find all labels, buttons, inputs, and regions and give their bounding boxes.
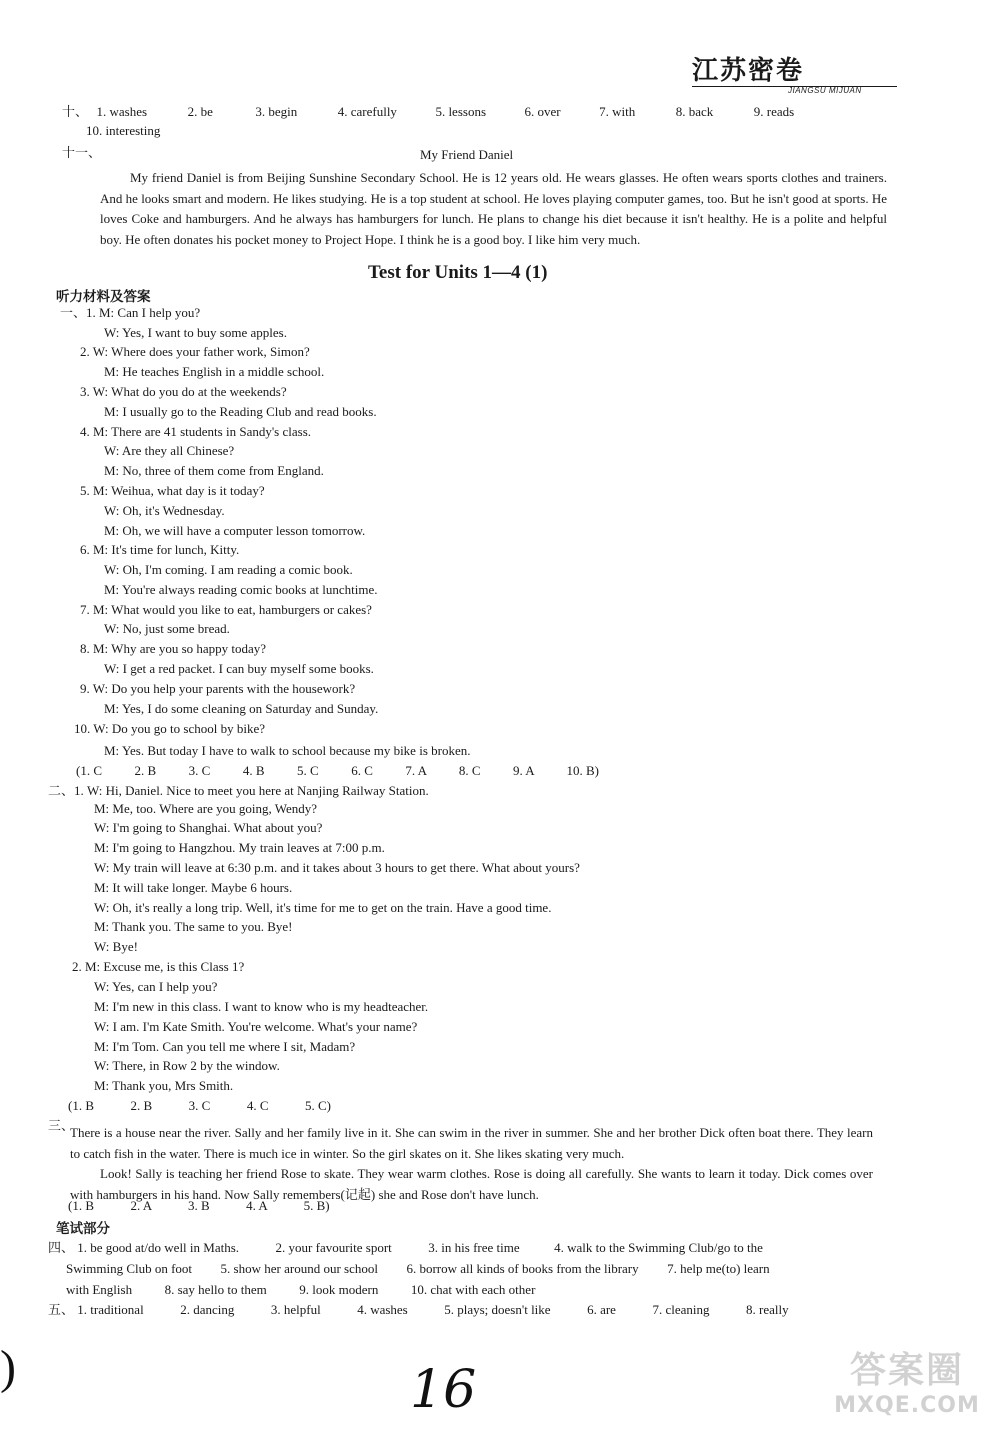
- dialogue-line: 6. M: It's time for lunch, Kitty.: [80, 542, 240, 557]
- dialogue-line: 5. M: Weihua, what day is it today?: [80, 483, 265, 498]
- dialogue-line: W: Oh, it's Wednesday.: [104, 503, 225, 518]
- sec10-item: 6. over: [524, 104, 561, 119]
- essay-text: My friend Daniel is from Beijing Sunshine Secondary School. He is 12 years old. He wears glasses. He often wears sports clothes and trainers. And he looks smart and modern. He likes studying. He is a top student at school. He loves playing computer games, too. But he isn't good at sports. He loves Coke and hamburgers. And he always has hamburgers for lunch. He plans to change his diet because it isn't healthy. He is a polite and helpful boy. He often donates his pocket money to Project Hope. I think he is a good boy. I like him very much.: [100, 170, 887, 247]
- part4-item: 8. say hello to them: [164, 1282, 267, 1297]
- dialogue-line: W: Yes, I want to buy some apples.: [104, 325, 287, 340]
- dialogue-line: 10. W: Do you go to school by bike?: [74, 721, 266, 736]
- sec10-label: 十、: [62, 104, 89, 119]
- answer-item: 8. C: [458, 763, 481, 778]
- answer-item: 7. A: [405, 763, 427, 778]
- answer-row: [68, 1198, 330, 1214]
- part4-item: 3. in his free time: [428, 1240, 520, 1255]
- dialogue-line: M: It will take longer. Maybe 6 hours.: [94, 880, 293, 895]
- answer-item: 2. A: [130, 1198, 152, 1213]
- sec10-item: 2. be: [187, 104, 213, 119]
- test-title: Test for Units 1—4 (1): [368, 262, 548, 283]
- written-heading: 笔试部分: [56, 1221, 110, 1237]
- dialogue-line: W: I am. I'm Kate Smith. You're welcome. What's your name?: [94, 1019, 418, 1034]
- dialogue-line: 2. W: Where does your father work, Simon?: [80, 344, 310, 359]
- brand-logo: [692, 50, 897, 100]
- answer-item: 4. A: [246, 1198, 268, 1213]
- logo-subtitle: JIANGSU MIJUAN: [788, 86, 862, 95]
- answer-item: (1. C: [76, 763, 102, 778]
- part5-row: [48, 1302, 789, 1318]
- passage-text: [70, 1123, 873, 1205]
- dialogue-line: W: No, just some bread.: [104, 621, 230, 636]
- watermark-bottom: MXQE.COM: [834, 1393, 980, 1418]
- part5-item: 2. dancing: [180, 1302, 235, 1317]
- essay-title: My Friend Daniel: [420, 147, 514, 162]
- dialogue-line: W: I'm going to Shanghai. What about you?: [94, 820, 323, 835]
- sec10-item: 4. carefully: [337, 104, 397, 119]
- answer-item: 9. A: [513, 763, 534, 778]
- sec10-item: 7. with: [599, 104, 636, 119]
- passage-paragraph: Look! Sally is teaching her friend Rose to skate. They wear warm clothes. Rose is doing all carefully. She wants to learn it today. Dick comes over with hamburgers in his hand. Now Sally remembers(记起) she and Rose don't have lunch.: [70, 1166, 873, 1202]
- part5-label: 五、: [48, 1302, 75, 1317]
- answer-item: 10. B): [566, 763, 599, 778]
- part4-item: 7. help me(to) learn: [667, 1261, 770, 1276]
- part4-item: 10. chat with each other: [410, 1282, 536, 1297]
- sec10-item: 1. washes: [96, 104, 148, 119]
- part5-item: 8. really: [746, 1302, 789, 1317]
- dialogue-line: M: Thank you, Mrs Smith.: [94, 1078, 234, 1093]
- sec10-item: 9. reads: [753, 104, 795, 119]
- part4-item: 4. walk to the Swimming Club/go to the: [554, 1240, 763, 1255]
- dialogue-line: W: Are they all Chinese?: [104, 443, 235, 458]
- sec10-item: 8. back: [675, 104, 714, 119]
- answer-item: 3. C: [188, 1098, 211, 1113]
- watermark-logo: [822, 1342, 992, 1426]
- answer-item: 4. C: [246, 1098, 269, 1113]
- dialogue-line: 9. W: Do you help your parents with the housework?: [80, 681, 356, 696]
- dialogue-line: 3. W: What do you do at the weekends?: [80, 384, 287, 399]
- part4-row: [66, 1282, 535, 1298]
- dialogue-line: 2. M: Excuse me, is this Class 1?: [72, 959, 245, 974]
- part4-item: 2. your favourite sport: [275, 1240, 392, 1255]
- dialogue-line: M: I'm new in this class. I want to know who is my headteacher.: [94, 999, 429, 1014]
- dialogue-line: M: I'm going to Hangzhou. My train leaves at 7:00 p.m.: [94, 840, 385, 855]
- answer-item: 2. B: [130, 1098, 153, 1113]
- dialogue-line: 8. M: Why are you so happy today?: [80, 641, 267, 656]
- dialogue-line: M: I'm Tom. Can you tell me where I sit, Madam?: [94, 1039, 356, 1054]
- passage-paragraph: There is a house near the river. Sally and her family live in it. She can swim in the river in summer. She and her brother Dick often boat there. They learn to catch fish in the water. There is much ice in winter. So the girl skates on it. She likes skating very much.: [70, 1125, 873, 1161]
- dialogue-line: M: Me, too. Where are you going, Wendy?: [94, 801, 318, 816]
- dialogue-line: M: He teaches English in a middle school.: [104, 364, 325, 379]
- dialogue-line: M: You're always reading comic books at lunchtime.: [104, 582, 378, 597]
- dialogue-line: W: I get a red packet. I can buy myself some books.: [104, 661, 374, 676]
- part4-row: [66, 1261, 770, 1277]
- part4-row: [48, 1240, 763, 1256]
- watermark-top: 答案圈: [849, 1350, 964, 1391]
- sec10-item: 10. interesting: [86, 123, 161, 138]
- sec10-row: [62, 104, 794, 120]
- dialogue-line: M: Oh, we will have a computer lesson tomorrow.: [104, 523, 366, 538]
- answer-item: 6. C: [351, 763, 373, 778]
- answer-item: 4. B: [242, 763, 265, 778]
- dialogue-line: W: Oh, I'm coming. I am reading a comic book.: [104, 562, 353, 577]
- answer-item: (1. B: [68, 1198, 94, 1213]
- part5-item: 5. plays; doesn't like: [444, 1302, 551, 1317]
- dialogue-line: M: Yes, I do some cleaning on Saturday and Sunday.: [104, 701, 379, 716]
- answer-row: [76, 763, 599, 779]
- answer-item: 5. C): [305, 1098, 332, 1113]
- page-number: 16: [410, 1360, 477, 1420]
- sec10-item: 5. lessons: [435, 104, 486, 119]
- part5-item: 6. are: [587, 1302, 616, 1317]
- part5-item: 7. cleaning: [652, 1302, 710, 1317]
- answer-row: [68, 1098, 331, 1114]
- part5-item: 3. helpful: [270, 1302, 321, 1317]
- dialogue-line: M: No, three of them come from England.: [104, 463, 324, 478]
- part4-item: 5. show her around our school: [220, 1261, 378, 1276]
- dialogue-line: 4. M: There are 41 students in Sandy's class.: [80, 424, 312, 439]
- answer-item: 3. C: [188, 763, 211, 778]
- answer-item: 5. C: [297, 763, 319, 778]
- logo-text: 江苏密卷: [692, 56, 805, 86]
- sec11-label: 十一、: [62, 145, 102, 160]
- answer-item: 2. B: [134, 763, 157, 778]
- part4-item: 1. be good at/do well in Maths.: [77, 1240, 240, 1255]
- part5-item: 4. washes: [357, 1302, 408, 1317]
- dialogue-line: 一、1. M: Can I help you?: [60, 305, 201, 320]
- dialogue-line: M: Yes. But today I have to walk to school because my bike is broken.: [104, 743, 471, 758]
- answer-item: 3. B: [187, 1198, 210, 1213]
- dialogue-line: W: Oh, it's really a long trip. Well, it's time for me to get on the train. Have a good time.: [94, 900, 552, 915]
- part4-label: 四、: [48, 1240, 75, 1255]
- dialogue-line: W: Bye!: [94, 939, 138, 954]
- dialogue-line: M: I usually go to the Reading Club and read books.: [104, 404, 377, 419]
- answer-item: (1. B: [68, 1098, 94, 1113]
- part4-item: 6. borrow all kinds of books from the library: [406, 1261, 639, 1276]
- part4-item: Swimming Club on foot: [66, 1261, 193, 1276]
- handwritten-bracket: ): [0, 1341, 16, 1394]
- part4-item: with English: [66, 1282, 133, 1297]
- part4-item: 9. look modern: [299, 1282, 379, 1297]
- part5-item: 1. traditional: [77, 1302, 144, 1317]
- dialogue-line: 7. M: What would you like to eat, hamburgers or cakes?: [80, 602, 372, 617]
- sec10-item: 3. begin: [255, 104, 298, 119]
- dialogue-line: W: There, in Row 2 by the window.: [94, 1058, 280, 1073]
- dialogue-line: W: My train will leave at 6:30 p.m. and it takes about 3 hours to get there. What about yours?: [94, 860, 580, 875]
- dialogue-line: 二、1. W: Hi, Daniel. Nice to meet you here at Nanjing Railway Station.: [48, 783, 429, 798]
- listening-heading: 听力材料及答案: [56, 289, 151, 305]
- dialogue-line: W: Yes, can I help you?: [94, 979, 218, 994]
- dialogue-line: M: Thank you. The same to you. Bye!: [94, 919, 293, 934]
- part3-label: 三、: [48, 1118, 75, 1133]
- answer-item: 5. B): [303, 1198, 330, 1213]
